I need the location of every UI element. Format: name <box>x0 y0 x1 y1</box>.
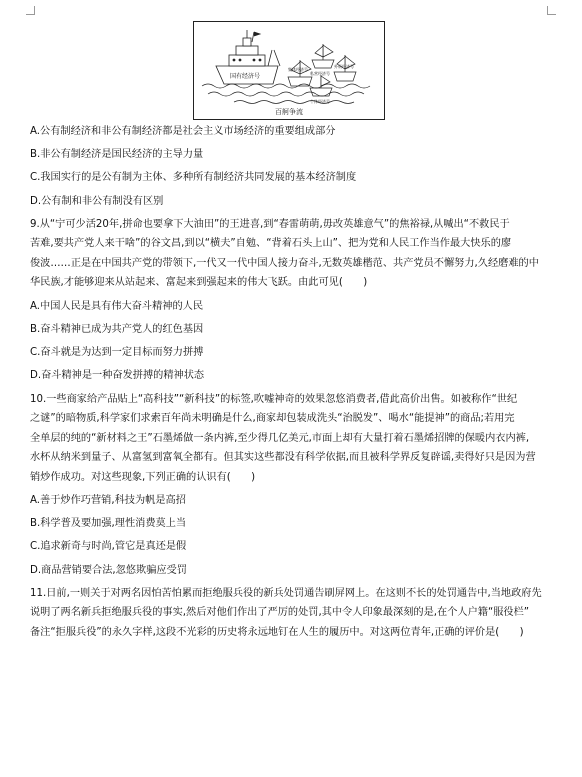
question-stem-line: 之谜”的暗物质,科学家们求索百年尚未明确是什么,商家却包装成洗头“治脱发”、喝水“能提神”的商品;若用完 <box>30 413 515 424</box>
option-line: A.公有制经济和非公有制经济都是社会主义市场经济的重要组成部分 <box>30 126 336 137</box>
question-stem-line: 全单层的纯的“新材料之王”石墨烯做一条内裤,至少得几亿美元,市面上却有大量打着石墨烯招牌的保暖内衣内裤, <box>30 432 530 444</box>
small-ship-label: 外资经济号 <box>334 64 354 69</box>
question-9 <box>30 217 554 384</box>
question-stem-line: 俊波……正是在中国共产党的带领下,一代又一代中国人接力奋斗,无数英雄楷范、共产党员不懈努力,久经磨难的中 <box>30 257 539 269</box>
question-stem-line: 说明了两名新兵拒绝服兵役的事实,然后对他们作出了严厉的处罚,其中令人印象最深刻的是,在个人户籍“服役栏” <box>30 607 530 619</box>
ships-illustration <box>194 22 384 119</box>
small-ship-1 <box>288 60 312 86</box>
option-line: A.中国人民是具有伟大奋斗精神的人民 <box>30 300 204 312</box>
option-line: C.奋斗就是为达到一定目标而努力拼搏 <box>30 347 204 359</box>
ships-cartoon-figure <box>193 21 385 120</box>
option-line: D.公有制和非公有制没有区别 <box>30 195 164 207</box>
question-stem-line: 华民族,才能够迎来从站起来、富起来到强起来的伟大飞跃。由此可见( ) <box>30 277 368 289</box>
small-ship-label: 集体经济号 <box>288 67 308 72</box>
question-stem-line: 9.从“宁可少活20年,拼命也要拿下大油田”的王进喜,到“春雷萌萌,毋改英雄意气”的焦裕禄,从喊出“不救民于 <box>30 218 510 230</box>
question-stem-line: 11.日前,一则关于对两名因怕苦怕累而拒绝服兵役的新兵处罚通告刷屏网上。在这则不长的处罚通告中,当地政府先 <box>30 587 542 599</box>
question-stem-line: 苦难,要共产党人来干啥”的谷文昌,到以“横夫”自勉、“背着石头上山”、把为党和人民工作当作最大快乐的廖 <box>30 238 512 250</box>
question-stem-line: 备注“拒服兵役”的永久字样,这段不光彩的历史将永远地钉在人生的履历中。对这两位青年,正确的评价是( ) <box>30 626 524 638</box>
q8-options <box>30 124 554 209</box>
option-line: D.奋斗精神是一种奋发拼搏的精神状态 <box>30 370 205 382</box>
question-stem-line: 水杯从纳米到量子、从富氢到富氧全都有。但其实这些都没有科学依据,而且被科学界反复辟谣,卖得好只是因为营 <box>30 452 536 463</box>
option-line: D.商品营销要合法,忽悠欺骗应受罚 <box>30 564 187 576</box>
question-10 <box>30 392 554 579</box>
page-corner-mark <box>26 6 35 15</box>
page-corner-mark <box>547 6 556 15</box>
option-line: B.科学普及要加强,理性消费莫上当 <box>30 518 187 530</box>
question-content <box>30 124 554 644</box>
option-line: A.善于炒作巧营销,科技为帆是高招 <box>30 495 186 506</box>
small-ship-label: 私营经济号 <box>310 71 330 76</box>
figure-caption: 百舸争流 <box>275 108 303 116</box>
big-ship-label: 国有经济号 <box>230 73 261 80</box>
question-stem-line: 销炒作成功。对这些现象,下列正确的认识有( ) <box>30 471 256 483</box>
question-11 <box>30 586 554 641</box>
option-line: C.追求新奇与时尚,管它是真还是假 <box>30 541 187 553</box>
sea-waves <box>202 84 370 104</box>
option-line: B.非公有制经济是国民经济的主导力量 <box>30 149 204 161</box>
small-ship-2 <box>312 44 334 68</box>
option-line: B.奋斗精神已成为共产党人的红色基因 <box>30 323 204 335</box>
option-line: C.我国实行的是公有制为主体、多种所有制经济共同发展的基本经济制度 <box>30 172 357 184</box>
question-stem-line: 10.一些商家给产品贴上“高科技”“新科技”的标签,吹嘘神奇的效果忽悠消费者,借此高价出售。如被称作“世纪 <box>30 393 518 405</box>
small-ship-label: 个体经济号 <box>310 99 330 104</box>
